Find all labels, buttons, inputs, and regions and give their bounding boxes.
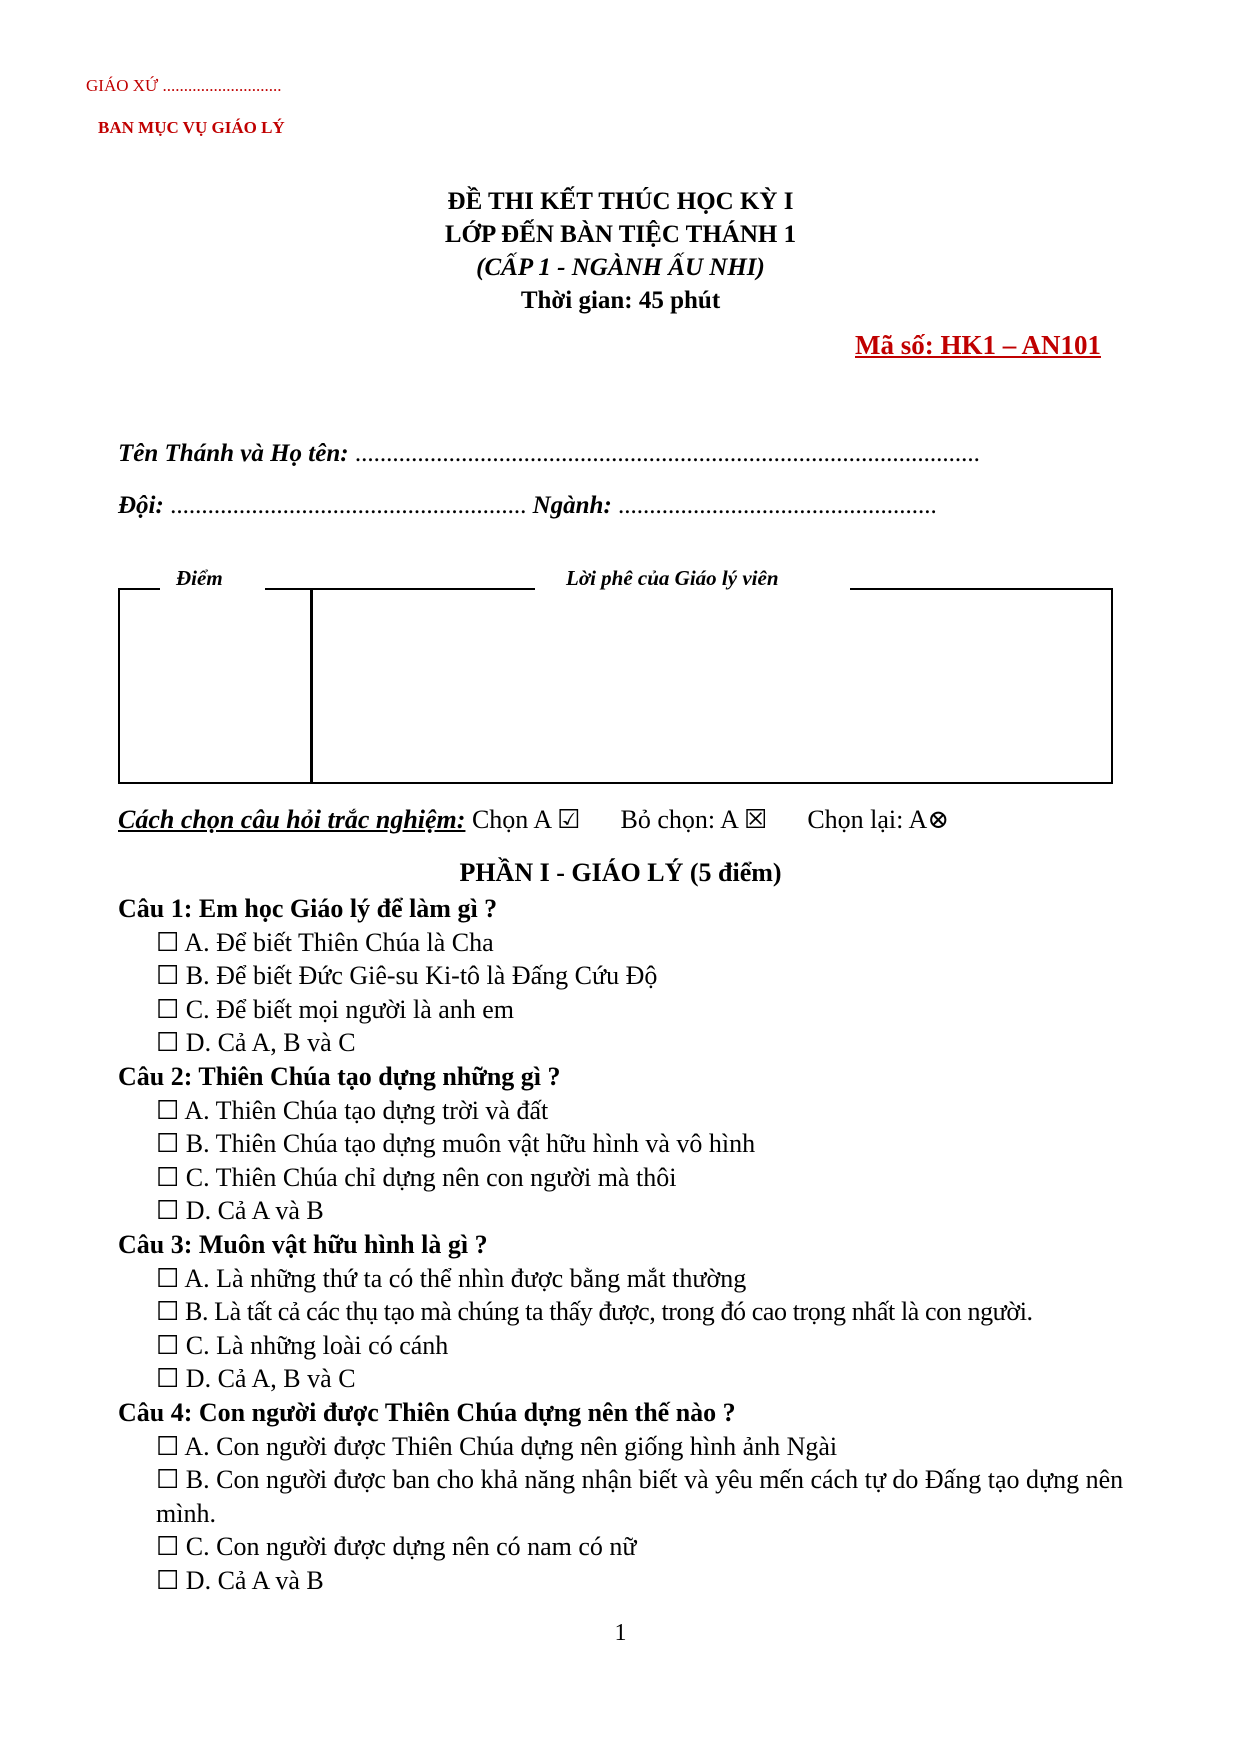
class-title: LỚP ĐẾN BÀN TIỆC THÁNH 1 xyxy=(444,221,797,248)
option-checkbox[interactable]: ☐ C. Thiên Chúa chỉ dựng nên con người mà thôi xyxy=(156,1162,677,1192)
option-checkbox[interactable]: ☐ B. Để biết Đức Giê-su Ki-tô là Đấng Cứu Độ xyxy=(156,961,658,991)
question-title: Câu 3: Muôn vật hữu hình là gì ? xyxy=(118,1229,488,1259)
question-3 xyxy=(118,1228,1128,1396)
question-4 xyxy=(118,1396,1128,1598)
grade-box xyxy=(118,590,1113,784)
question-1 xyxy=(118,892,1128,1060)
page-number: 1 xyxy=(614,1620,627,1646)
option-checkbox[interactable]: ☐ B. Thiên Chúa tạo dựng muôn vật hữu hình và vô hình xyxy=(156,1129,756,1159)
branch-field-label: Ngành: xyxy=(532,492,612,519)
question-2 xyxy=(118,1060,1128,1228)
question-title: Câu 1: Em học Giáo lý để làm gì ? xyxy=(118,894,498,923)
name-field-label: Tên Thánh và Họ tên: xyxy=(118,440,349,467)
exam-title: ĐỀ THI KẾT THÚC HỌC KỲ I xyxy=(447,188,794,215)
team-field-dots[interactable]: ......................................................... xyxy=(163,492,533,519)
grade-box-top-rule xyxy=(265,588,535,590)
name-field[interactable] xyxy=(118,440,980,468)
instruction-choose: Chọn A ☑ xyxy=(465,805,581,834)
option-checkbox[interactable]: ☐ D. Cả A, B và C xyxy=(156,1364,356,1394)
grade-box-top-rule xyxy=(850,588,1113,590)
option-checkbox[interactable]: ☐ B. Là tất cả các thụ tạo mà chúng ta thấy được, trong đó cao trọng nhất là con người. xyxy=(156,1297,1033,1327)
time-label: Thời gian: 45 phút xyxy=(520,287,721,314)
question-title: Câu 2: Thiên Chúa tạo dựng những gì ? xyxy=(118,1061,561,1091)
team-field-label: Đội: xyxy=(118,492,164,519)
branch-field-dots[interactable]: ................................................... xyxy=(611,492,937,519)
instruction-unchoose: Bỏ chọn: A ☒ xyxy=(620,805,768,834)
parish-label: GIÁO XỨ ............................ xyxy=(86,76,282,95)
grade-box-top-rule xyxy=(118,588,160,590)
board-label: BAN MỤC VỤ GIÁO LÝ xyxy=(98,118,285,137)
question-title: Câu 4: Con người được Thiên Chúa dựng nên thế nào ? xyxy=(118,1397,736,1427)
score-label: Điểm xyxy=(176,566,223,590)
question-list xyxy=(118,892,1128,1597)
level-title: (CẤP 1 - NGÀNH ẤU NHI) xyxy=(476,254,765,281)
team-branch-field[interactable] xyxy=(118,492,937,520)
option-checkbox[interactable]: ☐ A. Để biết Thiên Chúa là Cha xyxy=(156,927,494,957)
comment-label: Lời phê của Giáo lý viên xyxy=(566,566,779,590)
option-checkbox[interactable]: ☐ A. Thiên Chúa tạo dựng trời và đất xyxy=(156,1095,549,1125)
option-checkbox[interactable]: ☐ C. Con người được dựng nên có nam có nữ xyxy=(156,1532,637,1562)
option-checkbox[interactable]: ☐ B. Con người được ban cho khả năng nhận biết và yêu mến cách tự do Đấng tạo dựng nên mình. xyxy=(156,1465,1124,1528)
name-field-dots[interactable]: .................................................................................................... xyxy=(348,440,980,467)
exam-code: Mã số: HK1 – AN101 xyxy=(855,330,1101,360)
instructions-label: Cách chọn câu hỏi trắc nghiệm: xyxy=(118,805,466,834)
option-checkbox[interactable]: ☐ C. Là những loài có cánh xyxy=(156,1330,449,1360)
instruction-rechoose: Chọn lại: A⊗ xyxy=(807,805,950,834)
option-checkbox[interactable]: ☐ D. Cả A, B và C xyxy=(156,1028,356,1058)
option-checkbox[interactable]: ☐ D. Cả A và B xyxy=(156,1565,324,1595)
grade-box-divider xyxy=(310,588,313,784)
answer-instructions xyxy=(118,805,949,835)
option-checkbox[interactable]: ☐ A. Con người được Thiên Chúa dựng nên giống hình ảnh Ngài xyxy=(156,1431,838,1461)
option-checkbox[interactable]: ☐ C. Để biết mọi người là anh em xyxy=(156,994,515,1024)
option-checkbox[interactable]: ☐ A. Là những thứ ta có thể nhìn được bằng mắt thường xyxy=(156,1263,747,1293)
option-checkbox[interactable]: ☐ D. Cả A và B xyxy=(156,1196,324,1226)
section-title: PHẦN I - GIÁO LÝ (5 điểm) xyxy=(459,858,782,887)
